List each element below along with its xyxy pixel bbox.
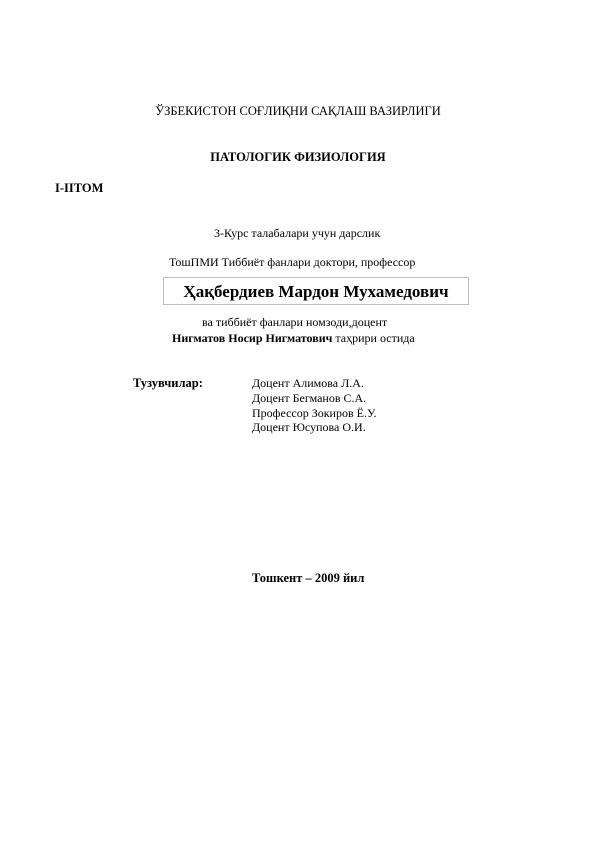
compiler-name: Доцент Юсупова О.И. xyxy=(252,420,366,435)
editor-name-box xyxy=(163,277,469,305)
compiler-name: Доцент Бегманов С.А. xyxy=(252,390,367,405)
coeditor-name: Нигматов Носир Нигматович xyxy=(172,331,333,345)
coeditor-credentials: ва тиббиёт фанлари номзоди,доцент xyxy=(202,315,388,329)
compiler-name: Доцент Алимова Л.А. xyxy=(252,376,364,390)
editor-credentials: ТошПМИ Тиббиёт фанлари доктори, профессор xyxy=(169,255,416,269)
book-title: ПАТОЛОГИК ФИЗИОЛОГИЯ xyxy=(210,150,386,164)
compilers-list xyxy=(252,376,377,435)
compilers-label: Тузувчилар: xyxy=(133,376,203,390)
ministry-heading: ЎЗБЕКИСТОН СОҒЛИҚНИ САҚЛАШ ВАЗИРЛИГИ xyxy=(155,104,441,118)
compiler-name: Профессор Зокиров Ё.У. xyxy=(252,405,377,420)
place-and-year: Тошкент – 2009 йил xyxy=(252,571,365,585)
coeditor-suffix: таҳрири остида xyxy=(332,331,415,345)
volume-label: I-IITOM xyxy=(55,181,104,195)
coeditor-line xyxy=(172,331,415,346)
course-description: 3-Курс талабалари учун дарслик xyxy=(214,226,381,240)
editor-name: Ҳақбердиев Мардон Мухамедович xyxy=(183,282,449,301)
